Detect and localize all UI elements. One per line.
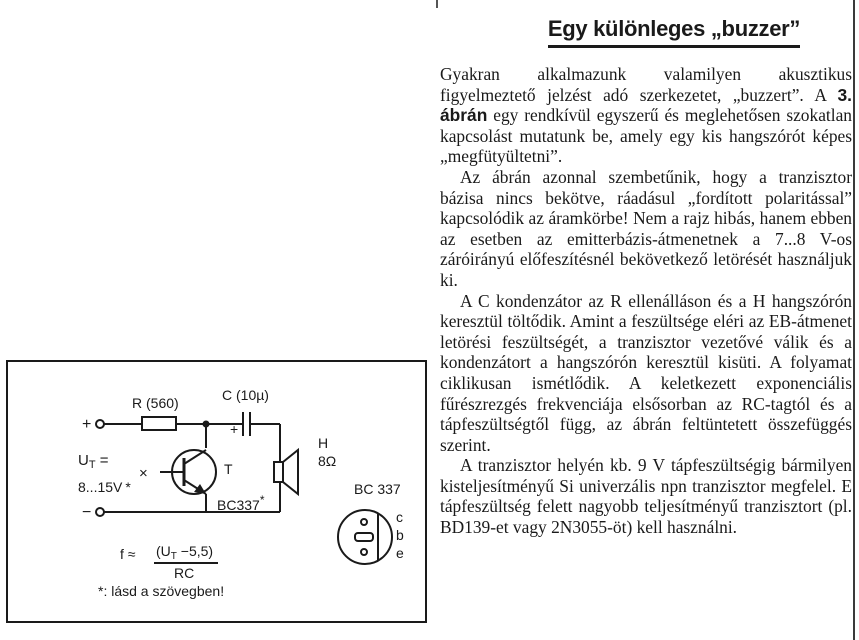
speaker-label: H	[318, 435, 329, 451]
pin-c-label: c	[396, 509, 403, 525]
paragraph-2: Az ábrán azonnal szembetűnik, hogy a tranzisztor bázisa nincs bekötve, ráadásul „fordított polaritással” kapcsolódik az áramkörbe! Nem a rajz hibás, hanem ebben az esetben az emitterbázis-átmenetnek a 7...8 V-os záróirányú előfeszítésnél bekövetkező letörését használjuk ki.	[440, 166, 852, 290]
circuit-diagram	[8, 362, 425, 621]
base-mark-label: ×	[139, 465, 148, 482]
supply-voltage-label: $U_T$ =	[78, 452, 109, 471]
figure-reference: 3. ábrán	[440, 84, 852, 126]
transistor-collector-lead	[184, 450, 206, 464]
circuit-figure	[6, 360, 427, 623]
speaker-cone	[283, 450, 298, 494]
plus-label: +	[82, 416, 92, 433]
figure-note: *: lásd a szövegben!	[98, 583, 225, 599]
pinout-title: BC 337	[354, 481, 401, 497]
title-wrap	[440, 14, 852, 48]
resistor-body	[142, 417, 176, 430]
pinout-outline	[338, 510, 392, 564]
capacitor-label: C (10µ)	[222, 387, 269, 403]
article-body	[440, 64, 852, 538]
paragraph-3: A C kondenzátor az R ellenálláson és a H hangszórón keresztül töltődik. Amint a feszültsége eléri az EB-átmenet letörési feszültségét, a tranzisztor vezetővé válik és a kondenzátort a hangszórón keresztül kisüti. A folyamat ciklikusan ismétlődik. A keletkezett exponenciális fűrészrezgés frekvenciája elsősorban az RC-tagtól és a tápfeszültségtől függ, az ábrán feltüntetett összefüggés szerint.	[440, 290, 852, 455]
speaker-impedance-label: 8Ω	[318, 453, 337, 469]
formula-frequency: f ≈	[120, 546, 136, 562]
transistor-emitter-arrow	[194, 484, 206, 494]
column-rule	[853, 0, 855, 640]
pin-e-hole	[361, 549, 367, 555]
speaker-body	[274, 462, 283, 482]
capacitor-plus-label: +	[230, 421, 239, 437]
column-separator-stub	[436, 0, 438, 8]
pin-c-hole	[361, 519, 367, 525]
paragraph-1-end: egy rendkívül egyszerű és meglehetősen szokatlan kapcsolást mutatunk be, amely egy kis hangszórót képes „megfütyültetni”.	[440, 105, 852, 167]
article	[440, 14, 852, 538]
paragraph-1	[440, 64, 852, 167]
article-title: Egy különleges „buzzer”	[548, 14, 800, 48]
pin-b-label: b	[396, 527, 404, 543]
formula-numerator: $(U_T -5,5)$	[156, 543, 214, 562]
pin-e-label: e	[396, 545, 404, 561]
resistor-label: R (560)	[132, 395, 179, 411]
transistor-label: T	[224, 461, 233, 477]
pin-b-slot	[355, 533, 373, 541]
plus-terminal	[96, 420, 104, 428]
paragraph-1-start: Gyakran alkalmazunk valamilyen akusztikus figyelmeztető jelzést adó szerkezetet, „buzzert”. A	[440, 64, 852, 105]
formula-denominator: RC	[174, 565, 195, 581]
supply-range-label: 8...15V *	[78, 479, 131, 495]
minus-label: −	[82, 504, 92, 521]
transistor-type-label: BC337*	[217, 493, 265, 513]
paragraph-4: A tranzisztor helyén kb. 9 V tápfeszültségig bármilyen kisteljesítményű Si univerzális npn tranzisztor megfelel. E tápfeszültség felett nagyobb teljesítményű tranzisztort (pl. BD139-et vagy 2N3055-öt) kell használni.	[440, 455, 852, 538]
minus-terminal	[96, 508, 104, 516]
